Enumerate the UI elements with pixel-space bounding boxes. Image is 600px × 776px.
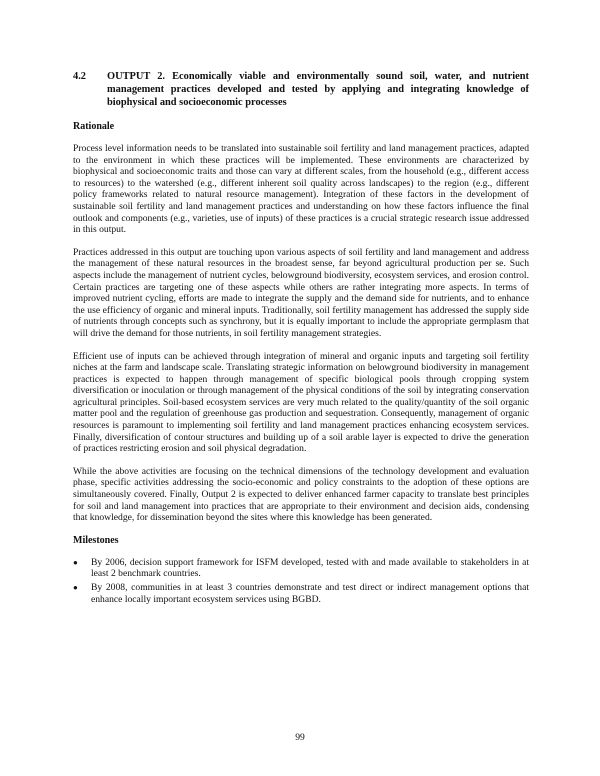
milestone-text: By 2008, communities in at least 3 countries demonstrate and test direct or indirect management options that enhance locally important ecosystem services using BGBD. [91,582,529,605]
milestone-text: By 2006, decision support framework for ISFM developed, tested with and made available to stakeholders in at least 2 benchmark countries. [91,556,529,580]
milestones-heading: Milestones [73,534,119,546]
section-number: 4.2 [73,71,86,82]
rationale-paragraph-2: Practices addressed in this output are touching upon various aspects of soil fertility and land management and address the management of these natural resources in the broadest sense, far beyond agricultural production per se. Such aspects include the management of nutrient cycles, belowground biodiversity, ecosystem services, and erosion control. Certain practices are targeting one of these aspects while others are rather integrating more aspects. In terms of improved nutrient cycling, efforts are made to integrate the supply and the demand side for nutrients, and to enhance the use efficiency of organic and mineral inputs. Traditionally, soil fertility management has addressed the supply side of nutrients through concepts such as synchrony, but it is equally important to include the appropriate germplasm that will drive the demand for those nutrients, in soil fertility management strategies. [73,246,529,339]
rationale-paragraph-3: Efficient use of inputs can be achieved through integration of mineral and organic inputs and targeting soil fertility niches at the farm and landscape scale. Translating strategic information on belowground biodiversity in management practices is expected to happen through management of specific biological pools through cropping system diversification or inoculation or through management of the physical conditions of the soil by integrating conservation agricultural principles. Soil-based ecosystem services are very much related to the quality/quantity of the soil organic matter pool and the regulation of greenhouse gas production and sequestration. Consequently, management of organic resources is paramount to implementing soil fertility and land management practices enhancing ecosystem services. Finally, diversification of contour structures and building up of a soil arable layer is expected to drive the generation of practices restricting erosion and soil physical degradation. [73,350,529,455]
milestone-item [73,557,529,580]
bullet-icon: ● [73,583,78,592]
rationale-heading: Rationale [73,121,115,132]
milestones-list [73,557,529,605]
page-number: 99 [295,732,305,743]
rationale-paragraph-4: While the above activities are focusing on the technical dimensions of the technology development and evaluation phase, specific activities addressing the socio-economic and policy constraints to the adoption of these options are simultaneously covered. Finally, Output 2 is expected to deliver enhanced farmer capacity to translate best principles for soil and land management into practices that are appropriate to their environment and decision aids, condensing that knowledge, for dissemination beyond the sites where this knowledge has been generated. [73,465,529,524]
section-heading [73,70,529,109]
section-title: OUTPUT 2. Economically viable and environmentally sound soil, water, and nutrient management practices developed and tested by applying and integrating knowledge of biophysical and socioeconomic processes [107,71,529,108]
milestone-item [73,582,529,605]
document-page [73,70,529,607]
rationale-paragraph-1: Process level information needs to be translated into sustainable soil fertility and land management practices, adapted to the environment in which these practices will be implemented. These environments are characterized by biophysical and socioeconomic traits and those can vary at different scales, from the household (e.g., different access to resources) to the watershed (e.g., different inherent soil quality across landscapes) to the region (e.g., different policy frameworks related to natural resource management). Integration of these factors in the development of sustainable soil fertility and land management practices and understanding on how these factors influence the final outlook and components (e.g., varieties, use of inputs) of these practices is a crucial strategic research issue addressed in this output. [73,143,529,236]
bullet-icon: ● [73,557,78,567]
